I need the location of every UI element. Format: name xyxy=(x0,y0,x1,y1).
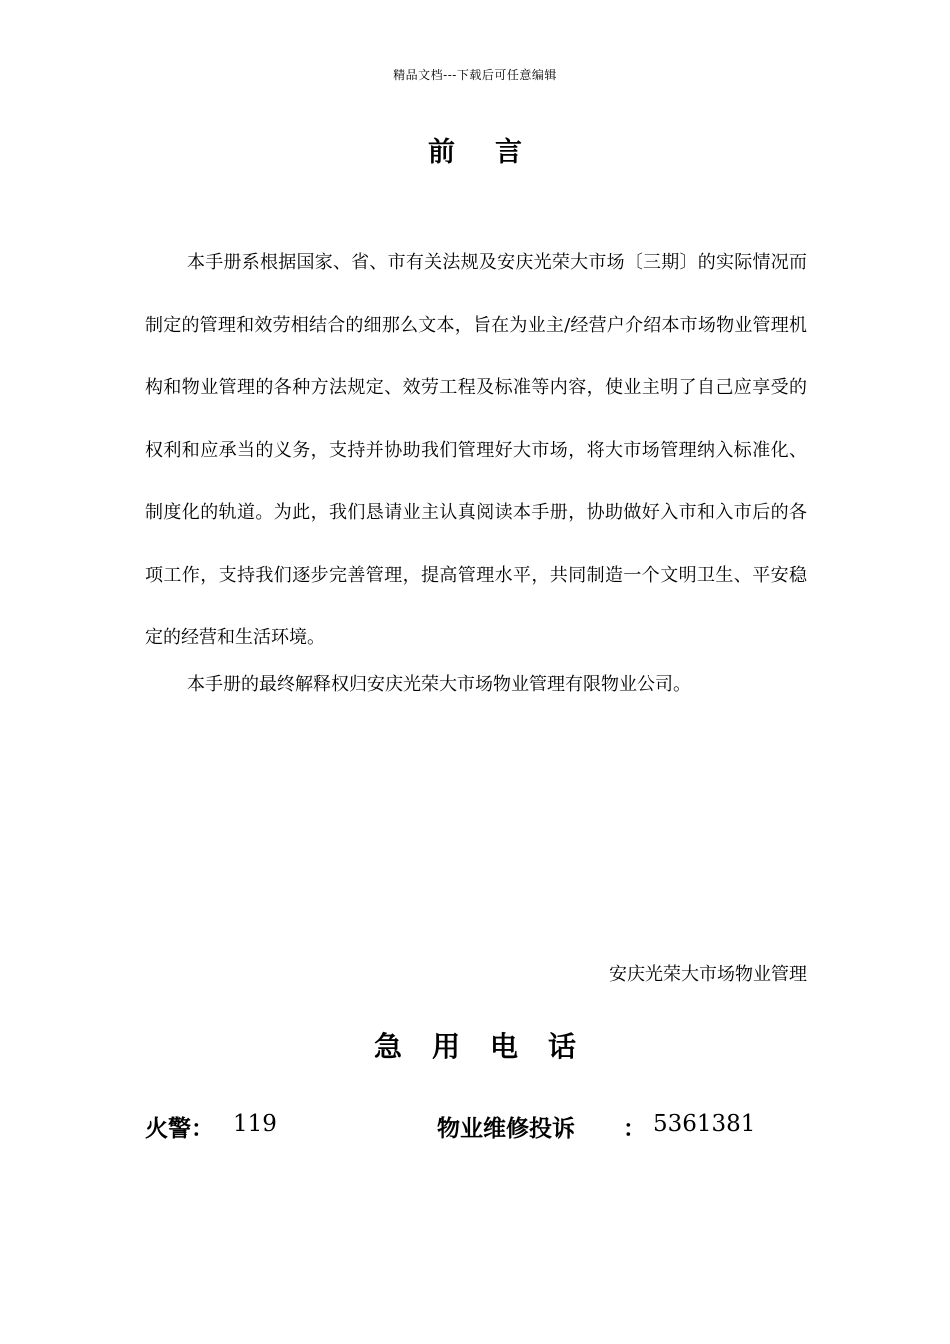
preface-rights-note: 本手册的最终解释权归安庆光荣大市场物业管理有限物业公司。 xyxy=(187,674,691,695)
fire-number: 119 xyxy=(233,1111,277,1137)
fire-label: 火警： xyxy=(145,1116,214,1142)
emergency-phone-row xyxy=(145,1110,807,1150)
maintenance-colon: ： xyxy=(623,1116,646,1142)
preface-signature: 安庆光荣大市场物业管理 xyxy=(609,964,807,985)
page-watermark: 精品文档---下载后可任意编辑 xyxy=(393,68,557,82)
preface-title: 前言 xyxy=(428,137,562,168)
emergency-title: 急用电话 xyxy=(373,1030,606,1063)
maintenance-label: 物业维修投诉 xyxy=(437,1116,575,1142)
preface-paragraph: 本手册系根据国家、省、市有关法规及安庆光荣大市场〔三期〕的实际情况而制定的管理和效劳相结合的细那么文本，旨在为业主/经营户介绍本市场物业管理机构和物业管理的各种方法规定、效劳工程及标准等内容，使业主明了自己应享受的权利和应承当的义务，支持并协助我们管理好大市场，将大市场管理纳入标准化、制度化的轨道。为此，我们恳请业主认真阅读本手册，协助做好入市和入市后的各项工作，支持我们逐步完善管理，提高管理水平，共同制造一个文明卫生、平安稳定的经营和生活环境。 xyxy=(145,252,807,648)
maintenance-number: 5361381 xyxy=(653,1111,756,1137)
